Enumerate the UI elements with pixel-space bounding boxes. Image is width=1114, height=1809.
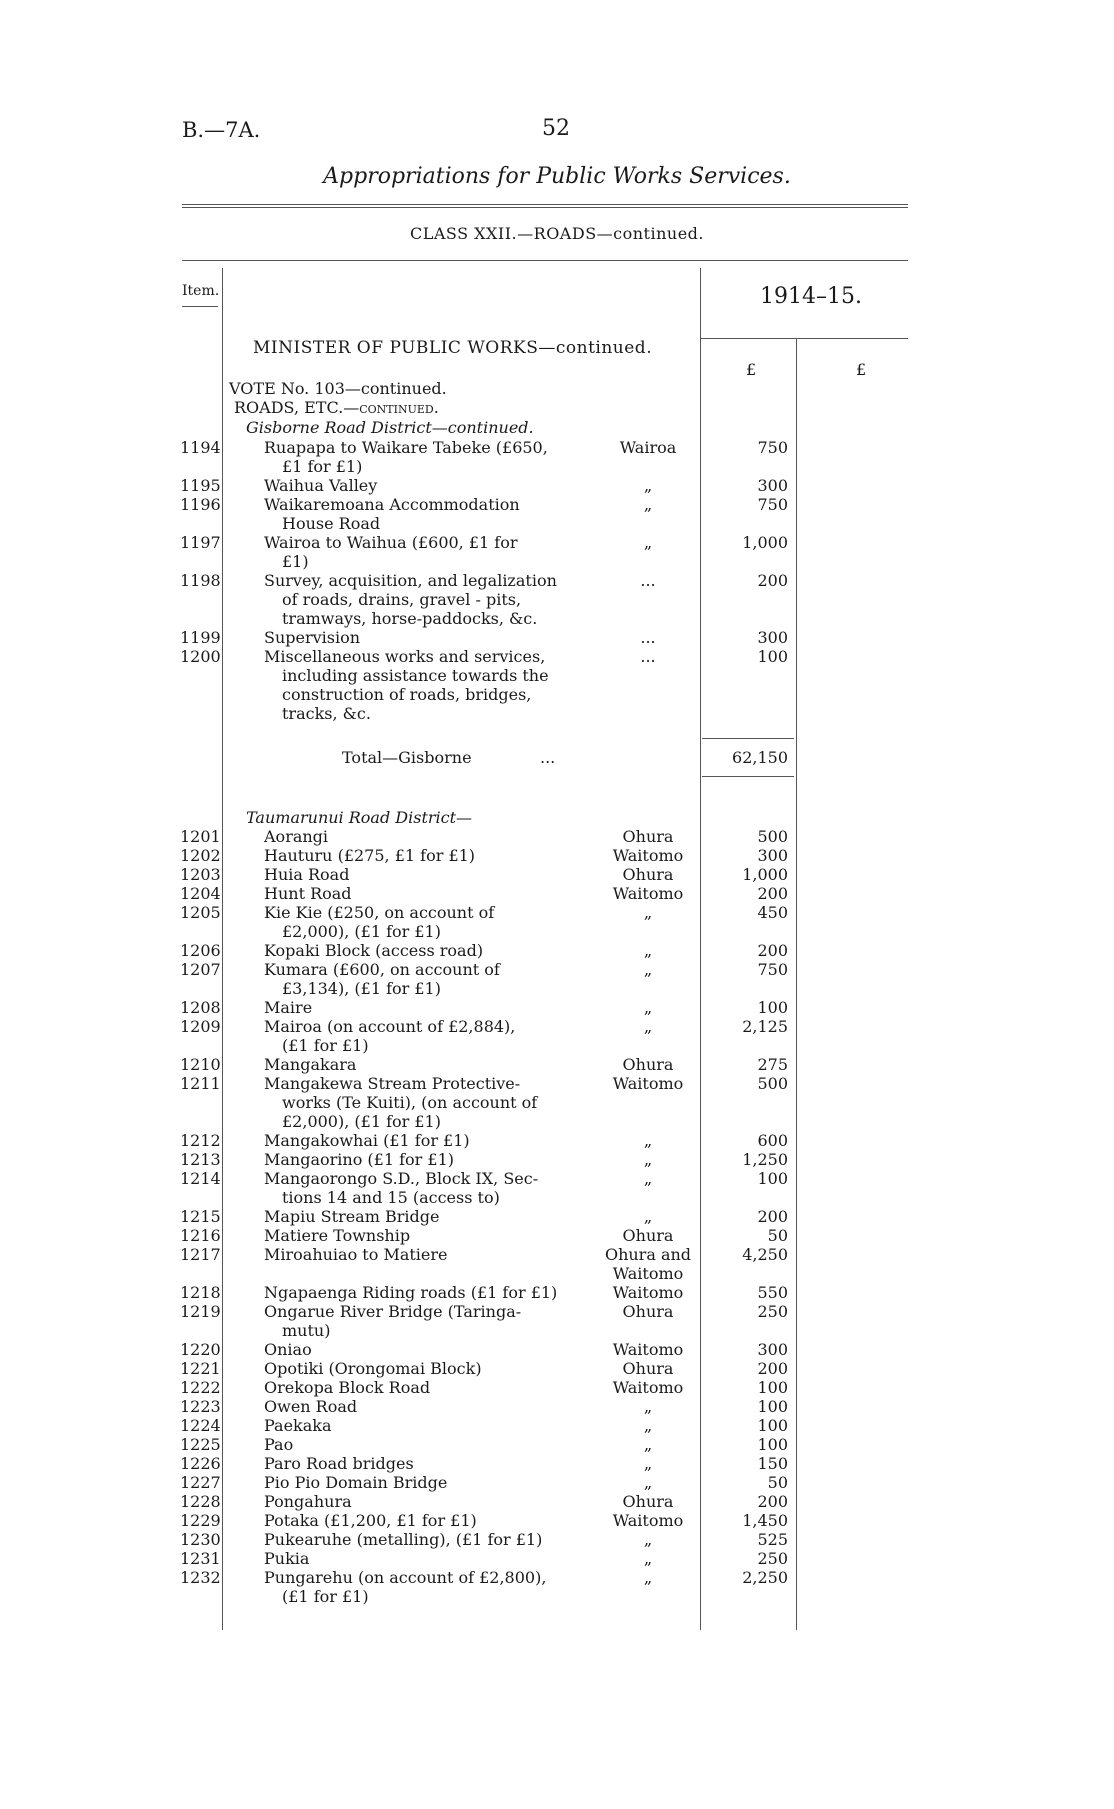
taumarunui-district-heading: Taumarunui Road District— <box>246 808 473 827</box>
amount-column-rule-right <box>796 338 797 1630</box>
item-district: Ohura <box>622 1302 674 1321</box>
item-district: „ <box>643 1530 653 1549</box>
item-district: Ohura <box>622 827 674 846</box>
vote-heading: VOTE No. 103—continued. <box>229 379 447 398</box>
item-description-main: Mangakewa Stream Protective- <box>264 1074 521 1093</box>
item-number: 1228 <box>180 1492 221 1511</box>
item-description-continued: mutu) <box>282 1321 331 1340</box>
item-district: Ohura <box>622 1055 674 1074</box>
item-description-main: Aorangi <box>264 827 329 846</box>
item-column-header: Item. <box>182 283 220 299</box>
item-number: 1218 <box>180 1283 221 1302</box>
item-description-main: Mangakowhai (£1 for £1) <box>264 1131 470 1150</box>
item-description-main: Kie Kie (£250, on account of <box>264 903 495 922</box>
item-district: „ <box>643 1131 653 1150</box>
item-number: 1221 <box>180 1359 221 1378</box>
minister-heading: MINISTER OF PUBLIC WORKS—continued. <box>253 338 653 358</box>
item-number: 1197 <box>180 533 221 552</box>
item-description <box>264 1378 564 1397</box>
item-district: ... <box>640 647 656 666</box>
item-description-main: Matiere Township <box>264 1226 411 1245</box>
item-description-main: Hunt Road <box>264 884 352 903</box>
item-description-main: Huia Road <box>264 865 350 884</box>
item-number: 1203 <box>180 865 221 884</box>
item-description-main: Ongarue River Bridge (Taringa- <box>264 1302 522 1321</box>
item-amount: 1,000 <box>742 533 788 552</box>
item-description <box>264 1473 564 1492</box>
item-number: 1225 <box>180 1435 221 1454</box>
item-number: 1227 <box>180 1473 221 1492</box>
item-description <box>264 1492 564 1511</box>
item-description-main: Pongahura <box>264 1492 352 1511</box>
item-description <box>264 571 564 628</box>
item-amount: 100 <box>757 1397 788 1416</box>
item-district: „ <box>643 476 653 495</box>
class-title: CLASS XXII.—ROADS—continued. <box>409 224 704 243</box>
item-description-continued: (£1 for £1) <box>282 1036 369 1055</box>
item-amount: 750 <box>757 495 788 514</box>
item-amount: 275 <box>757 1055 788 1074</box>
item-number: 1209 <box>180 1017 221 1036</box>
item-description-main: Mairoa (on account of £2,884), <box>264 1017 516 1036</box>
item-amount: 300 <box>757 476 788 495</box>
item-amount: 500 <box>757 827 788 846</box>
item-number: 1216 <box>180 1226 221 1245</box>
item-district: „ <box>643 1568 653 1587</box>
item-description <box>264 476 564 495</box>
item-description-main: Mangaorongo S.D., Block IX, Sec- <box>264 1169 539 1188</box>
item-number: 1226 <box>180 1454 221 1473</box>
item-number: 1230 <box>180 1530 221 1549</box>
item-description-main: Maire <box>264 998 313 1017</box>
item-number: 1201 <box>180 827 221 846</box>
item-district: Ohura and Waitomo <box>604 1245 692 1283</box>
item-description-main: Pio Pio Domain Bridge <box>264 1473 448 1492</box>
item-number: 1222 <box>180 1378 221 1397</box>
item-description-main: Owen Road <box>264 1397 358 1416</box>
item-description <box>264 1283 564 1302</box>
item-description <box>264 1454 564 1473</box>
item-description <box>264 827 564 846</box>
item-number: 1220 <box>180 1340 221 1359</box>
item-amount: 250 <box>757 1549 788 1568</box>
item-description-main: Orekopa Block Road <box>264 1378 431 1397</box>
item-description <box>264 438 564 476</box>
item-amount: 300 <box>757 628 788 647</box>
item-description <box>264 1169 564 1207</box>
item-description-main: Pao <box>264 1435 294 1454</box>
item-description <box>264 1131 564 1150</box>
item-amount: 525 <box>757 1530 788 1549</box>
item-district: Waitomo <box>612 846 684 865</box>
item-amount: 600 <box>757 1131 788 1150</box>
item-amount: 750 <box>757 960 788 979</box>
item-description-continued: (£1 for £1) <box>282 1587 369 1606</box>
item-district: „ <box>643 1416 653 1435</box>
item-description-main: Pungarehu (on account of £2,800), <box>264 1568 547 1587</box>
item-description <box>264 1055 564 1074</box>
item-description-main: Opotiki (Orongomai Block) <box>264 1359 482 1378</box>
item-description-continued: £1 for £1) <box>282 457 363 476</box>
item-description <box>264 1226 564 1245</box>
item-description <box>264 1435 564 1454</box>
item-amount: 2,125 <box>742 1017 788 1036</box>
item-description <box>264 941 564 960</box>
item-district: „ <box>643 1397 653 1416</box>
item-number: 1210 <box>180 1055 221 1074</box>
item-description-main: Mapiu Stream Bridge <box>264 1207 440 1226</box>
item-district: „ <box>643 960 653 979</box>
item-district: „ <box>643 941 653 960</box>
item-description <box>264 884 564 903</box>
item-description <box>264 533 564 571</box>
item-description-main: Pukia <box>264 1549 310 1568</box>
item-number: 1215 <box>180 1207 221 1226</box>
item-number: 1232 <box>180 1568 221 1587</box>
item-amount: 50 <box>767 1226 788 1245</box>
item-description-main: Paekaka <box>264 1416 332 1435</box>
item-description-main: Potaka (£1,200, £1 for £1) <box>264 1511 477 1530</box>
item-description <box>264 1359 564 1378</box>
item-description <box>264 628 564 647</box>
item-amount: 4,250 <box>742 1245 788 1264</box>
item-description-main: Miscellaneous works and services, <box>264 647 546 666</box>
item-number: 1217 <box>180 1245 221 1264</box>
item-description-continued: works (Te Kuiti), (on account of £2,000), (£1 for £1) <box>282 1093 538 1131</box>
item-amount: 300 <box>757 1340 788 1359</box>
item-district: „ <box>643 1150 653 1169</box>
item-district: Waitomo <box>612 1378 684 1397</box>
year-column-header: 1914–15. <box>760 284 862 309</box>
item-number: 1202 <box>180 846 221 865</box>
item-amount: 500 <box>757 1074 788 1093</box>
item-description-continued: House Road <box>282 514 381 533</box>
item-amount: 550 <box>757 1283 788 1302</box>
item-description <box>264 998 564 1017</box>
item-description-continued: including assistance towards the construction of roads, bridges, tracks, &c. <box>282 666 549 723</box>
item-amount: 100 <box>757 1416 788 1435</box>
item-description-main: Waikaremoana Accommodation <box>264 495 520 514</box>
item-number: 1205 <box>180 903 221 922</box>
item-number: 1223 <box>180 1397 221 1416</box>
item-description <box>264 1245 564 1264</box>
item-description <box>264 865 564 884</box>
item-amount: 250 <box>757 1302 788 1321</box>
item-description <box>264 1302 564 1340</box>
item-description <box>264 1568 564 1606</box>
document-reference: B.—7A. <box>182 118 261 142</box>
item-description-main: Kumara (£600, on account of <box>264 960 500 979</box>
item-district: Waitomo <box>612 884 684 903</box>
item-district: „ <box>643 533 653 552</box>
item-district: „ <box>643 1435 653 1454</box>
item-description-main: Oniao <box>264 1340 312 1359</box>
item-number: 1198 <box>180 571 221 590</box>
item-amount: 1,450 <box>742 1511 788 1530</box>
item-description-main: Mangaorino (£1 for £1) <box>264 1150 455 1169</box>
item-number: 1212 <box>180 1131 221 1150</box>
item-description-main: Hauturu (£275, £1 for £1) <box>264 846 476 865</box>
item-district: „ <box>643 495 653 514</box>
item-district: ... <box>640 571 656 590</box>
item-description-main: Supervision <box>264 628 361 647</box>
item-number: 1204 <box>180 884 221 903</box>
roads-heading: ROADS, ETC.—continued. <box>234 398 439 417</box>
item-description <box>264 1074 564 1131</box>
item-amount: 50 <box>767 1473 788 1492</box>
item-amount: 1,250 <box>742 1150 788 1169</box>
item-description-main: Pukearuhe (metalling), (£1 for £1) <box>264 1530 543 1549</box>
item-description-main: Wairoa to Waihua (£600, £1 for <box>264 533 518 552</box>
item-description <box>264 903 564 941</box>
gisborne-total-underline <box>702 776 794 777</box>
item-description <box>264 1549 564 1568</box>
item-district: ... <box>640 628 656 647</box>
item-amount: 200 <box>757 571 788 590</box>
item-district: Wairoa <box>619 438 677 457</box>
item-description-main: Waihua Valley <box>264 476 378 495</box>
item-description-main: Miroahuiao to Matiere <box>264 1245 448 1264</box>
item-district: Ohura <box>622 1226 674 1245</box>
item-number: 1194 <box>180 438 221 457</box>
item-district: Ohura <box>622 865 674 884</box>
item-description-main: Paro Road bridges <box>264 1454 414 1473</box>
item-district: Ohura <box>622 1359 674 1378</box>
item-description <box>264 1511 564 1530</box>
item-number: 1229 <box>180 1511 221 1530</box>
gisborne-district-heading: Gisborne Road District—continued. <box>246 418 534 437</box>
gisborne-total-leader: ... <box>540 748 556 767</box>
item-description <box>264 1340 564 1359</box>
item-number: 1211 <box>180 1074 221 1093</box>
item-description <box>264 1416 564 1435</box>
title-rule-bottom <box>182 207 908 208</box>
item-amount: 200 <box>757 884 788 903</box>
item-number: 1200 <box>180 647 221 666</box>
item-amount: 1,000 <box>742 865 788 884</box>
item-district: „ <box>643 903 653 922</box>
item-district: „ <box>643 1017 653 1036</box>
item-amount: 450 <box>757 903 788 922</box>
item-number: 1196 <box>180 495 221 514</box>
item-description <box>264 960 564 998</box>
item-number: 1231 <box>180 1549 221 1568</box>
gisborne-total-rule <box>702 738 794 739</box>
item-description <box>264 846 564 865</box>
item-column-rule <box>222 268 223 1630</box>
item-description-main: Mangakara <box>264 1055 357 1074</box>
item-district: „ <box>643 1169 653 1188</box>
item-number: 1208 <box>180 998 221 1017</box>
item-amount: 100 <box>757 998 788 1017</box>
item-number: 1199 <box>180 628 221 647</box>
title-rule-top <box>182 204 908 205</box>
gisborne-total-label: Total—Gisborne <box>342 748 472 767</box>
item-description-main: Survey, acquisition, and legalization <box>264 571 557 590</box>
item-description <box>264 647 564 723</box>
gisborne-total-amount: 62,150 <box>732 748 788 767</box>
item-amount: 100 <box>757 1435 788 1454</box>
page-number: 52 <box>542 116 570 141</box>
item-description-main: Kopaki Block (access road) <box>264 941 484 960</box>
item-description-continued: of roads, drains, gravel - pits, tramways, horse-paddocks, &c. <box>282 590 538 628</box>
item-amount: 200 <box>757 1492 788 1511</box>
item-amount: 300 <box>757 846 788 865</box>
item-amount: 2,250 <box>742 1568 788 1587</box>
item-district: Waitomo <box>612 1283 684 1302</box>
item-description <box>264 1150 564 1169</box>
item-description-continued: tions 14 and 15 (access to) <box>282 1188 500 1207</box>
item-amount: 200 <box>757 1207 788 1226</box>
item-number: 1207 <box>180 960 221 979</box>
item-header-underline <box>182 306 218 307</box>
item-district: „ <box>643 1473 653 1492</box>
item-district: „ <box>643 1207 653 1226</box>
item-district: Ohura <box>622 1492 674 1511</box>
year-header-rule <box>700 338 908 339</box>
item-district: Waitomo <box>612 1074 684 1093</box>
item-amount: 150 <box>757 1454 788 1473</box>
item-number: 1224 <box>180 1416 221 1435</box>
item-description-main: Ruapapa to Waikare Tabeke (£650, <box>264 438 548 457</box>
item-number: 1206 <box>180 941 221 960</box>
item-amount: 100 <box>757 1169 788 1188</box>
item-description <box>264 1530 564 1549</box>
item-description <box>264 1397 564 1416</box>
page-title: Appropriations for Public Works Services. <box>323 164 791 189</box>
item-description-main: Ngapaenga Riding roads (£1 for £1) <box>264 1283 558 1302</box>
item-number: 1213 <box>180 1150 221 1169</box>
item-number: 1219 <box>180 1302 221 1321</box>
item-district: Waitomo <box>612 1340 684 1359</box>
item-description-continued: £3,134), (£1 for £1) <box>282 979 441 998</box>
pound-sign-col1: £ <box>746 360 757 379</box>
class-rule <box>182 260 908 261</box>
item-number: 1195 <box>180 476 221 495</box>
item-amount: 100 <box>757 1378 788 1397</box>
item-description-continued: £1) <box>282 552 309 571</box>
item-number: 1214 <box>180 1169 221 1188</box>
item-district: „ <box>643 1454 653 1473</box>
item-description-continued: £2,000), (£1 for £1) <box>282 922 441 941</box>
item-amount: 750 <box>757 438 788 457</box>
item-amount: 100 <box>757 647 788 666</box>
item-description <box>264 1017 564 1055</box>
item-amount: 200 <box>757 1359 788 1378</box>
item-amount: 200 <box>757 941 788 960</box>
item-description <box>264 1207 564 1226</box>
item-district: „ <box>643 1549 653 1568</box>
item-district: Waitomo <box>612 1511 684 1530</box>
item-description <box>264 495 564 533</box>
item-district: „ <box>643 998 653 1017</box>
pound-sign-col2: £ <box>856 360 867 379</box>
